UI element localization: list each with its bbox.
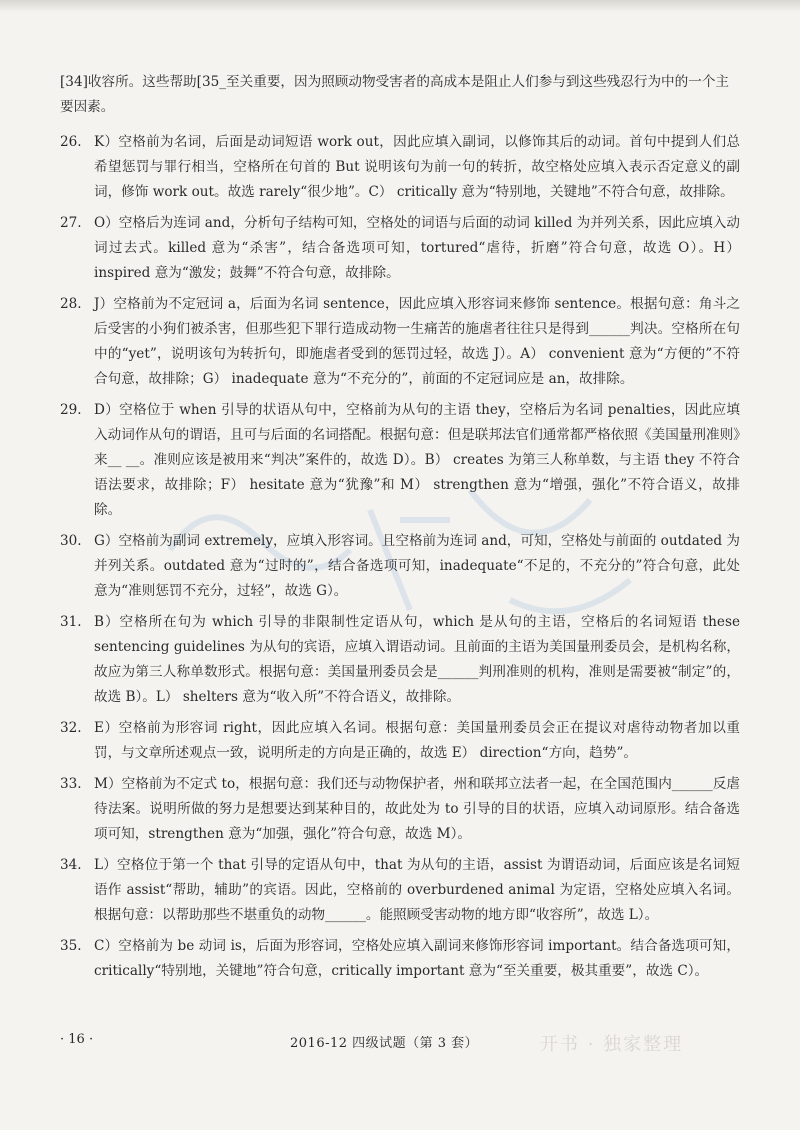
answer-item: [60, 716, 740, 766]
intro-paragraph: [34]收容所。这些帮助[35_至关重要，因为照顾动物受害者的高成本是阻止人们参与到这些残忍行为中的一个主要因素。: [60, 74, 730, 115]
answer-number: 31.: [60, 614, 82, 630]
document-body: [60, 70, 740, 990]
answer-item: [60, 772, 740, 847]
answer-item: [60, 610, 740, 710]
answer-number: 28.: [60, 296, 82, 312]
answer-number: 33.: [60, 776, 82, 792]
page-number: · 16 ·: [60, 1032, 94, 1047]
answer-explanation: D）空格位于 when 引导的状语从句中，空格前为从句的主语 they，空格后为名词 penalties，因此应填入动词作从句的谓语，且可与后面的名词搭配。根据句意：但是联邦法官们通常都严格依照《美国量刑准则》来__ __。准则应该是被用来“判决”案件的，故选 D）。B） creates 为第三人称单数，与主语 they 不符合语法要求，故排除；F） hesitate 意为“犹豫”和 M） strengthen 意为“增强，强化”不符合语义，故排除。: [94, 402, 740, 518]
scan-top-edge: [0, 0, 800, 12]
answer-item: [60, 398, 740, 523]
answer-item: [60, 529, 740, 604]
answer-item: [60, 292, 740, 392]
answer-item: [60, 934, 740, 984]
answer-number: 35.: [60, 938, 82, 954]
answer-number: 32.: [60, 720, 82, 736]
answer-list: [60, 130, 740, 984]
answer-explanation: J）空格前为不定冠词 a，后面为名词 sentence，因此应填入形容词来修饰 sentence。根据句意：角斗之后受害的小狗们被杀害，但那些犯下罪行造成动物一生痛苦的施虐者往往只是得到______判决。空格所在句中的“yet”，说明该句为转折句，即施虐者受到的惩罚过轻，故选 J）。A） convenient 意为“方便的”不符合句意，故排除；G） inadequate 意为“不充分的”，前面的不定冠词应是 an，故排除。: [94, 296, 740, 387]
answer-explanation: E）空格前为形容词 right，因此应填入名词。根据句意：美国量刑委员会正在提议对虐待动物者加以重罚，与文章所述观点一致，说明所走的方向是正确的，故选 E） direction“方向，趋势”。: [94, 720, 740, 761]
answer-item: [60, 853, 740, 928]
answer-explanation: B）空格所在句为 which 引导的非限制性定语从句，which 是从句的主语，空格后的名词短语 these sentencing guidelines 为从句的宾语，应填入谓语动词。且前面的主语为美国量刑委员会，是机构名称，故应为第三人称单数形式。根据句意：美国量刑委员会是______判刑准则的机构，准则是需要被“制定”的，故选 B）。L） shelters 意为“收入所”不符合语义，故排除。: [94, 614, 740, 705]
answer-item: [60, 130, 740, 205]
answer-explanation: C）空格前为 be 动词 is，后面为形容词，空格处应填入副词来修饰形容词 important。结合备选项可知，critically“特别地，关键地”符合句意，critically important 意为“至关重要，极其重要”，故选 C）。: [94, 938, 740, 979]
answer-item: [60, 211, 740, 286]
footer-title: 2016-12 四级试题（第 3 套）: [290, 1036, 479, 1051]
answer-explanation: O）空格后为连词 and，分析句子结构可知，空格处的词语与后面的动词 killed 为并列关系，因此应填入动词过去式。killed 意为“杀害”，结合备选项可知，tortured“虐待，折磨”符合句意，故选 O）。H） inspired 意为“激发；鼓舞”不符合句意，故排除。: [94, 215, 740, 281]
answer-number: 27.: [60, 215, 82, 231]
answer-number: 26.: [60, 134, 82, 150]
answer-explanation: L）空格位于第一个 that 引导的定语从句中，that 为从句的主语，assist 为谓语动词，后面应该是名词短语作 assist“帮助，辅助”的宾语。因此，空格前的 overburdened animal 为定语，空格处应填入名词。根据句意：以帮助那些不堪重负的动物______。能照顾受害动物的地方即“收容所”，故选 L）。: [94, 857, 740, 923]
answer-number: 30.: [60, 533, 82, 549]
answer-explanation: G）空格前为副词 extremely，应填入形容词。且空格前为连词 and，可知，空格处与前面的 outdated 为并列关系。outdated 意为“过时的”，结合备选项可知，inadequate“不足的，不充分的”符合句意，此处意为“准则惩罚不充分，过轻”，故选 G）。: [94, 533, 740, 599]
answer-number: 34.: [60, 857, 82, 873]
answer-explanation: K）空格前为名词，后面是动词短语 work out，因此应填入副词，以修饰其后的动词。首句中提到人们总希望惩罚与罪行相当，空格所在句首的 But 说明该句为前一句的转折，故空格处应填入表示否定意义的副词，修饰 work out。故选 rarely“很少地”。C） critically 意为“特别地，关键地”不符合句意，故排除。: [94, 134, 740, 200]
watermark-text: 开书 · 独家整理: [540, 1034, 684, 1055]
answer-explanation: M）空格前为不定式 to，根据句意：我们还与动物保护者，州和联邦立法者一起，在全国范围内______反虐待法案。说明所做的努力是想要达到某种目的，故此处为 to 引导的目的状语，应填入动词原形。结合备选项可知，strengthen 意为“加强，强化”符合句意，故选 M）。: [94, 776, 740, 842]
answer-number: 29.: [60, 402, 82, 418]
